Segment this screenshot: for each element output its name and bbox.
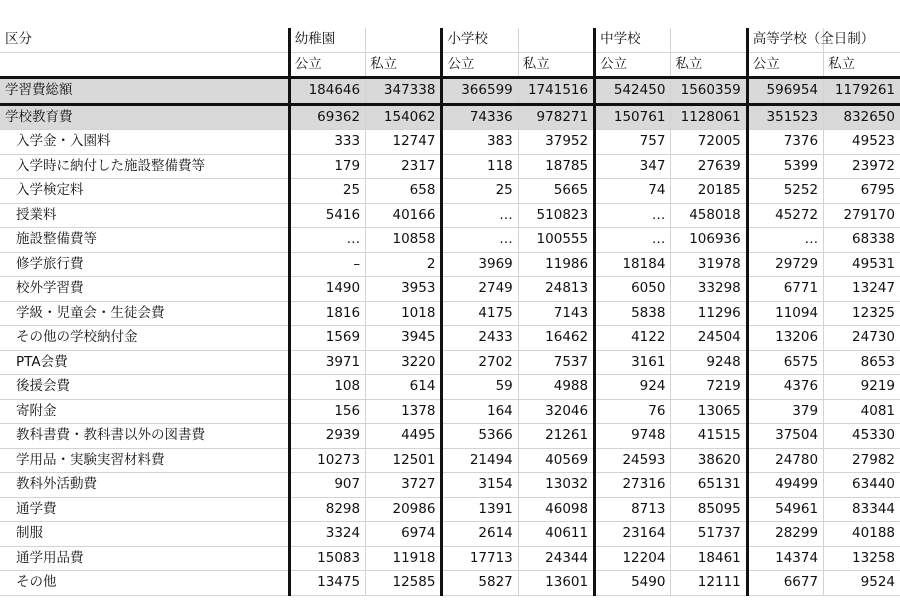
value-cell[interactable]: 347338 [366, 78, 442, 105]
value-cell[interactable]: 658 [366, 179, 442, 204]
value-cell[interactable]: 33298 [671, 277, 747, 302]
row-label-cell[interactable]: 学用品・実験実習材料費 [0, 448, 289, 473]
value-cell[interactable]: 7376 [747, 130, 823, 155]
subheader-private[interactable]: 私立 [671, 52, 747, 78]
value-cell[interactable]: 25 [289, 179, 365, 204]
value-cell[interactable]: 3324 [289, 522, 365, 547]
value-cell[interactable]: 108 [289, 375, 365, 400]
value-cell[interactable]: 832650 [824, 104, 900, 130]
value-cell[interactable]: 10858 [366, 228, 442, 253]
value-cell[interactable]: 25 [442, 179, 518, 204]
value-cell[interactable]: 49523 [824, 130, 900, 155]
value-cell[interactable]: 20986 [366, 497, 442, 522]
value-cell[interactable]: 9524 [824, 571, 900, 596]
table-row [0, 179, 900, 204]
value-cell[interactable]: 46098 [518, 497, 594, 522]
value-cell[interactable]: 10273 [289, 448, 365, 473]
value-cell[interactable]: 18184 [595, 252, 671, 277]
value-cell[interactable]: 9248 [671, 350, 747, 375]
school-expense-table [0, 28, 900, 596]
value-cell[interactable]: 2702 [442, 350, 518, 375]
value-cell[interactable]: 1179261 [824, 78, 900, 105]
value-cell[interactable]: 510823 [518, 203, 594, 228]
subheader-private[interactable]: 私立 [518, 52, 594, 78]
value-cell[interactable]: 41515 [671, 424, 747, 449]
row-label-cell[interactable]: PTA会費 [0, 350, 289, 375]
value-cell[interactable]: 17713 [442, 546, 518, 571]
row-label-cell[interactable]: 教科外活動費 [0, 473, 289, 498]
table-row [0, 252, 900, 277]
value-cell[interactable]: 54961 [747, 497, 823, 522]
value-cell[interactable]: 21261 [518, 424, 594, 449]
table-row [0, 571, 900, 596]
value-cell[interactable]: 1490 [289, 277, 365, 302]
value-cell[interactable]: 40188 [824, 522, 900, 547]
value-cell[interactable]: 542450 [595, 78, 671, 105]
value-cell[interactable]: 51737 [671, 522, 747, 547]
value-cell[interactable]: 74 [595, 179, 671, 204]
value-cell[interactable]: 13032 [518, 473, 594, 498]
value-cell[interactable]: 6771 [747, 277, 823, 302]
value-cell[interactable]: 32046 [518, 399, 594, 424]
value-cell[interactable]: 3161 [595, 350, 671, 375]
value-cell[interactable]: 5416 [289, 203, 365, 228]
table-row [0, 130, 900, 155]
value-cell[interactable]: 45272 [747, 203, 823, 228]
value-cell[interactable]: 8713 [595, 497, 671, 522]
value-cell[interactable]: 13065 [671, 399, 747, 424]
value-cell[interactable]: 379 [747, 399, 823, 424]
value-cell[interactable]: 85095 [671, 497, 747, 522]
value-cell[interactable]: … [595, 228, 671, 253]
value-cell[interactable]: 184646 [289, 78, 365, 105]
value-cell[interactable]: 3953 [366, 277, 442, 302]
table-row [0, 473, 900, 498]
value-cell[interactable]: 11094 [747, 301, 823, 326]
table-row [0, 228, 900, 253]
table-row [0, 326, 900, 351]
value-cell[interactable]: 3727 [366, 473, 442, 498]
value-cell[interactable]: 31978 [671, 252, 747, 277]
value-cell[interactable]: 154062 [366, 104, 442, 130]
value-cell[interactable]: 37952 [518, 130, 594, 155]
value-cell[interactable]: 3971 [289, 350, 365, 375]
table-row [0, 399, 900, 424]
table-row [0, 203, 900, 228]
row-label-cell[interactable]: 通学費 [0, 497, 289, 522]
value-cell[interactable]: 596954 [747, 78, 823, 105]
value-cell[interactable]: 13258 [824, 546, 900, 571]
value-cell[interactable]: 1391 [442, 497, 518, 522]
subheader-public[interactable]: 公立 [442, 52, 518, 78]
value-cell[interactable]: 13475 [289, 571, 365, 596]
value-cell[interactable]: 3154 [442, 473, 518, 498]
value-cell[interactable]: … [595, 203, 671, 228]
value-cell[interactable]: 5665 [518, 179, 594, 204]
value-cell[interactable]: 1741516 [518, 78, 594, 105]
value-cell[interactable]: 907 [289, 473, 365, 498]
value-cell[interactable]: 9748 [595, 424, 671, 449]
table-row [0, 375, 900, 400]
group-header-elementary[interactable]: 小学校 [442, 28, 518, 52]
value-cell[interactable]: 12747 [366, 130, 442, 155]
value-cell[interactable]: 4081 [824, 399, 900, 424]
table-row [0, 350, 900, 375]
value-cell[interactable]: 2939 [289, 424, 365, 449]
table-row [0, 301, 900, 326]
value-cell[interactable]: 69362 [289, 104, 365, 130]
value-cell[interactable]: 156 [289, 399, 365, 424]
value-cell[interactable]: 5366 [442, 424, 518, 449]
value-cell[interactable]: 15083 [289, 546, 365, 571]
row-label-cell[interactable]: その他の学校納付金 [0, 326, 289, 351]
value-cell[interactable]: 45330 [824, 424, 900, 449]
value-cell[interactable]: 2749 [442, 277, 518, 302]
table-row [0, 546, 900, 571]
value-cell[interactable]: 49531 [824, 252, 900, 277]
value-cell[interactable]: 458018 [671, 203, 747, 228]
value-cell[interactable]: 37504 [747, 424, 823, 449]
value-cell[interactable]: 40569 [518, 448, 594, 473]
empty-header-cell[interactable] [0, 52, 289, 78]
row-label-cell[interactable]: 修学旅行費 [0, 252, 289, 277]
group-header-kindergarten[interactable]: 幼稚園 [289, 28, 365, 52]
value-cell[interactable]: 333 [289, 130, 365, 155]
header-row-groups [0, 28, 900, 52]
value-cell[interactable]: 24780 [747, 448, 823, 473]
value-cell[interactable]: 8653 [824, 350, 900, 375]
value-cell[interactable]: 29729 [747, 252, 823, 277]
value-cell[interactable]: 279170 [824, 203, 900, 228]
value-cell[interactable]: … [442, 228, 518, 253]
value-cell[interactable]: 924 [595, 375, 671, 400]
empty-header-cell[interactable] [366, 28, 442, 52]
value-cell[interactable]: 7537 [518, 350, 594, 375]
value-cell[interactable]: 5827 [442, 571, 518, 596]
value-cell[interactable]: 100555 [518, 228, 594, 253]
value-cell[interactable]: 383 [442, 130, 518, 155]
value-cell[interactable]: 68338 [824, 228, 900, 253]
value-cell[interactable]: 49499 [747, 473, 823, 498]
value-cell[interactable]: 1128061 [671, 104, 747, 130]
value-cell[interactable]: 27316 [595, 473, 671, 498]
value-cell[interactable]: 1378 [366, 399, 442, 424]
value-cell[interactable]: – [289, 252, 365, 277]
value-cell[interactable]: 6677 [747, 571, 823, 596]
row-label-cell[interactable]: 入学金・入園料 [0, 130, 289, 155]
value-cell[interactable]: … [442, 203, 518, 228]
value-cell[interactable]: 2 [366, 252, 442, 277]
value-cell[interactable]: 23164 [595, 522, 671, 547]
table-row [0, 497, 900, 522]
value-cell[interactable]: 14374 [747, 546, 823, 571]
value-cell[interactable]: 74336 [442, 104, 518, 130]
row-label-cell[interactable]: 授業料 [0, 203, 289, 228]
value-cell[interactable]: 4988 [518, 375, 594, 400]
empty-header-cell[interactable] [671, 28, 747, 52]
value-cell[interactable]: 24730 [824, 326, 900, 351]
value-cell[interactable]: 40611 [518, 522, 594, 547]
value-cell[interactable]: 7219 [671, 375, 747, 400]
value-cell[interactable]: 757 [595, 130, 671, 155]
value-cell[interactable]: 2317 [366, 154, 442, 179]
row-label-cell[interactable]: その他 [0, 571, 289, 596]
table-row [0, 424, 900, 449]
value-cell[interactable]: 83344 [824, 497, 900, 522]
value-cell[interactable]: 23972 [824, 154, 900, 179]
value-cell[interactable]: 1560359 [671, 78, 747, 105]
value-cell[interactable]: 11296 [671, 301, 747, 326]
value-cell[interactable]: 12501 [366, 448, 442, 473]
value-cell[interactable]: 6050 [595, 277, 671, 302]
value-cell[interactable]: 2614 [442, 522, 518, 547]
empty-header-cell[interactable] [518, 28, 594, 52]
subheader-public[interactable]: 公立 [595, 52, 671, 78]
value-cell[interactable]: 9219 [824, 375, 900, 400]
value-cell[interactable]: 347 [595, 154, 671, 179]
value-cell[interactable]: 3220 [366, 350, 442, 375]
value-cell[interactable]: 614 [366, 375, 442, 400]
value-cell[interactable]: 2433 [442, 326, 518, 351]
value-cell[interactable]: 24813 [518, 277, 594, 302]
value-cell[interactable]: 12325 [824, 301, 900, 326]
value-cell[interactable]: 4175 [442, 301, 518, 326]
value-cell[interactable]: 63440 [824, 473, 900, 498]
subheader-public[interactable]: 公立 [289, 52, 365, 78]
row-label-cell[interactable]: 学級・児童会・生徒会費 [0, 301, 289, 326]
value-cell[interactable]: 5252 [747, 179, 823, 204]
value-cell[interactable]: 40166 [366, 203, 442, 228]
value-cell[interactable]: 118 [442, 154, 518, 179]
value-cell[interactable]: 16462 [518, 326, 594, 351]
table-row [0, 78, 900, 105]
value-cell[interactable]: 1816 [289, 301, 365, 326]
value-cell[interactable]: 6974 [366, 522, 442, 547]
value-cell[interactable]: 6575 [747, 350, 823, 375]
value-cell[interactable]: 21494 [442, 448, 518, 473]
value-cell[interactable]: 4122 [595, 326, 671, 351]
value-cell[interactable]: 18785 [518, 154, 594, 179]
value-cell[interactable]: 18461 [671, 546, 747, 571]
value-cell[interactable]: 5399 [747, 154, 823, 179]
row-label-cell[interactable]: 通学用品費 [0, 546, 289, 571]
spreadsheet [0, 28, 900, 596]
value-cell[interactable]: 24504 [671, 326, 747, 351]
table-row [0, 154, 900, 179]
value-cell[interactable]: 38620 [671, 448, 747, 473]
row-label-cell[interactable]: 後援会費 [0, 375, 289, 400]
value-cell[interactable]: 3945 [366, 326, 442, 351]
value-cell[interactable]: 27982 [824, 448, 900, 473]
value-cell[interactable]: 4495 [366, 424, 442, 449]
subheader-private[interactable]: 私立 [824, 52, 900, 78]
header-row-subtypes [0, 52, 900, 78]
table-row [0, 522, 900, 547]
value-cell[interactable]: 5490 [595, 571, 671, 596]
value-cell[interactable]: 65131 [671, 473, 747, 498]
value-cell[interactable]: 24593 [595, 448, 671, 473]
value-cell[interactable]: 76 [595, 399, 671, 424]
category-header[interactable]: 区分 [0, 28, 289, 52]
value-cell[interactable]: … [747, 228, 823, 253]
subheader-public[interactable]: 公立 [747, 52, 823, 78]
value-cell[interactable]: 11986 [518, 252, 594, 277]
row-label-cell[interactable]: 入学時に納付した施設整備費等 [0, 154, 289, 179]
value-cell[interactable]: 11918 [366, 546, 442, 571]
value-cell[interactable]: 12585 [366, 571, 442, 596]
value-cell[interactable]: 8298 [289, 497, 365, 522]
row-label-cell[interactable]: 寄附金 [0, 399, 289, 424]
value-cell[interactable]: 59 [442, 375, 518, 400]
value-cell[interactable]: 179 [289, 154, 365, 179]
row-label-cell[interactable]: 入学検定料 [0, 179, 289, 204]
value-cell[interactable]: 106936 [671, 228, 747, 253]
row-label-cell[interactable]: 制服 [0, 522, 289, 547]
value-cell[interactable]: 28299 [747, 522, 823, 547]
row-label-cell[interactable]: 学校教育費 [0, 104, 289, 130]
table-row [0, 277, 900, 302]
value-cell[interactable]: 4376 [747, 375, 823, 400]
value-cell[interactable]: 20185 [671, 179, 747, 204]
row-label-cell[interactable]: 教科書費・教科書以外の図書費 [0, 424, 289, 449]
table-row [0, 104, 900, 130]
value-cell[interactable]: 351523 [747, 104, 823, 130]
group-header-high-school[interactable]: 高等学校（全日制） [747, 28, 823, 52]
value-cell[interactable]: 24344 [518, 546, 594, 571]
value-cell[interactable]: 366599 [442, 78, 518, 105]
value-cell[interactable]: 72005 [671, 130, 747, 155]
value-cell[interactable]: 164 [442, 399, 518, 424]
value-cell[interactable]: 7143 [518, 301, 594, 326]
value-cell[interactable]: 27639 [671, 154, 747, 179]
value-cell[interactable]: 6795 [824, 179, 900, 204]
value-cell[interactable]: 12204 [595, 546, 671, 571]
value-cell[interactable]: 12111 [671, 571, 747, 596]
value-cell[interactable]: 13206 [747, 326, 823, 351]
value-cell[interactable]: 1569 [289, 326, 365, 351]
value-cell[interactable]: 5838 [595, 301, 671, 326]
row-label-cell[interactable]: 学習費総額 [0, 78, 289, 105]
value-cell[interactable]: 13601 [518, 571, 594, 596]
value-cell[interactable]: 3969 [442, 252, 518, 277]
row-label-cell[interactable]: 校外学習費 [0, 277, 289, 302]
table-row [0, 448, 900, 473]
row-label-cell[interactable]: 施設整備費等 [0, 228, 289, 253]
subheader-private[interactable]: 私立 [366, 52, 442, 78]
value-cell[interactable]: … [289, 228, 365, 253]
value-cell[interactable]: 150761 [595, 104, 671, 130]
value-cell[interactable]: 978271 [518, 104, 594, 130]
value-cell[interactable]: 13247 [824, 277, 900, 302]
group-header-junior-high[interactable]: 中学校 [595, 28, 671, 52]
value-cell[interactable]: 1018 [366, 301, 442, 326]
